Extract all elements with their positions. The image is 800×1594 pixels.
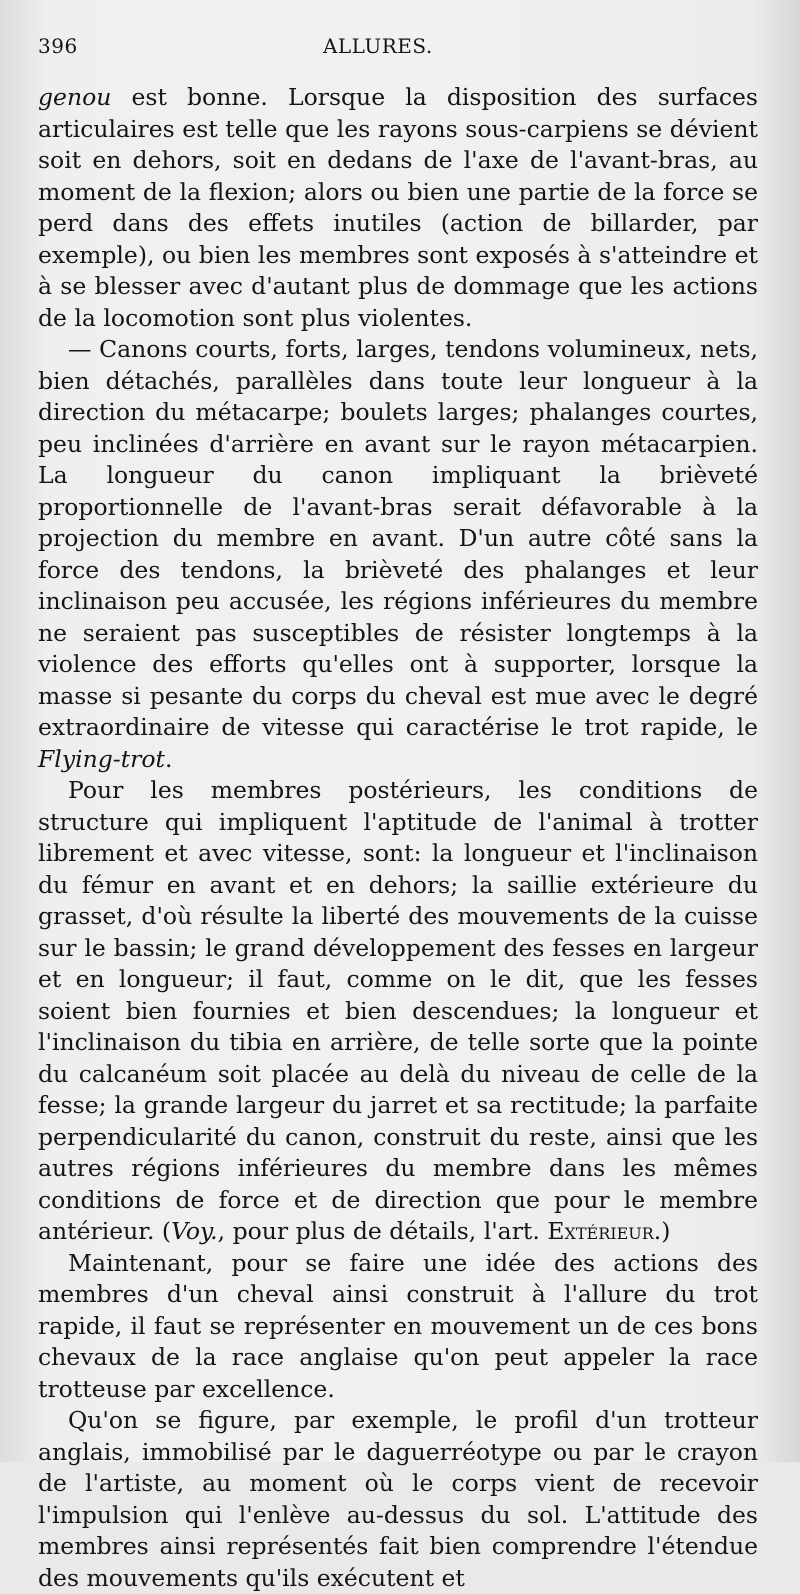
smallcaps-reference: Extérieur. [547, 1217, 662, 1245]
paragraph-text-mid: , pour plus de détails, l'art. [217, 1217, 548, 1245]
italic-word: genou [38, 83, 112, 111]
paragraph [38, 82, 758, 334]
paragraph-text: Pour les membres postérieurs, les conditions de structure qui impliquent l'aptitude de l'animal à trotter librement et avec vitesse, sont: la longueur et l'inclinaison du fémur en avant et en dehors; la saillie extérieure du grasset, d'où résulte la liberté des mouvements de la cuisse sur le bassin; le grand développement des fesses en largeur et en longueur; il faut, comme on le dit, que les fesses soient bien fournies et bien descendues; la longueur et l'inclinaison du tibia en arrière, de telle sorte que la pointe du calcanéum soit placée au delà du niveau de celle de la fesse; la grande largeur du jarret et sa rectitude; la parfaite perpendicularité du canon, construit du reste, ainsi que les autres régions inférieures du membre dans les mêmes conditions de force et de direction que pour le membre antérieur. ( [38, 776, 758, 1245]
page-header [38, 34, 758, 82]
paragraph-text: — Canons courts, forts, larges, tendons volumineux, nets, bien détachés, parallèles dans toute leur longueur à la direction du métacarpe; boulets larges; phalanges courtes, peu inclinées d'arrière en avant sur le rayon métacarpien. La longueur du canon impliquant la brièveté proportionnelle de l'avant-bras serait défavorable à la projection du membre en avant. D'un autre côté sans la force des tendons, la brièveté des phalanges et leur inclinaison peu accusée, les régions inférieures du membre ne seraient pas susceptibles de résister longtemps à la violence des efforts qu'elles ont à supporter, lorsque la masse si pesante du corps du cheval est mue avec le degré extraordinaire de vitesse qui caractérise le trot rapide, le [38, 335, 758, 741]
italic-abbrev: Voy. [171, 1217, 218, 1245]
paragraph-text: Qu'on se figure, par exemple, le profil d'un trotteur anglais, immobilisé par le daguerréotype ou par le crayon de l'artiste, au moment où le corps vient de recevoir l'impulsion qui l'enlève au-dessus du sol. L'attitude des membres ainsi représentés fait bien comprendre l'étendue des mouvements qu'ils exécutent et [38, 1406, 758, 1592]
paragraph [38, 775, 758, 1248]
italic-term: Flying-trot [38, 744, 166, 773]
paragraph-text-end: ) [661, 1217, 671, 1245]
paragraph-text-end: . [165, 744, 173, 773]
paragraph [38, 334, 758, 775]
paragraph-text: est bonne. Lorsque la disposition des surfaces articulaires est telle que les rayons sous-carpiens se dévient soit en dehors, soit en dedans de l'axe de l'avant-bras, au moment de la flexion; alors ou bien une partie de la force se perd dans des effets inutiles (action de billarder, par exemple), ou bien les membres sont exposés à s'atteindre et à se blesser avec d'autant plus de dommage que les actions de la locomotion sont plus violentes. [38, 83, 758, 332]
paragraph-text: Maintenant, pour se faire une idée des actions des membres d'un cheval ainsi construit à l'allure du trot rapide, il faut se représenter en mouvement un de ces bons chevaux de la race anglaise qu'on peut appeler la race trotteuse par excellence. [38, 1248, 758, 1403]
page-number: 396 [38, 34, 78, 58]
running-title: ALLURES. [322, 34, 433, 58]
paragraph [38, 1405, 758, 1594]
paragraph [38, 1248, 758, 1406]
body-text [38, 82, 758, 1594]
